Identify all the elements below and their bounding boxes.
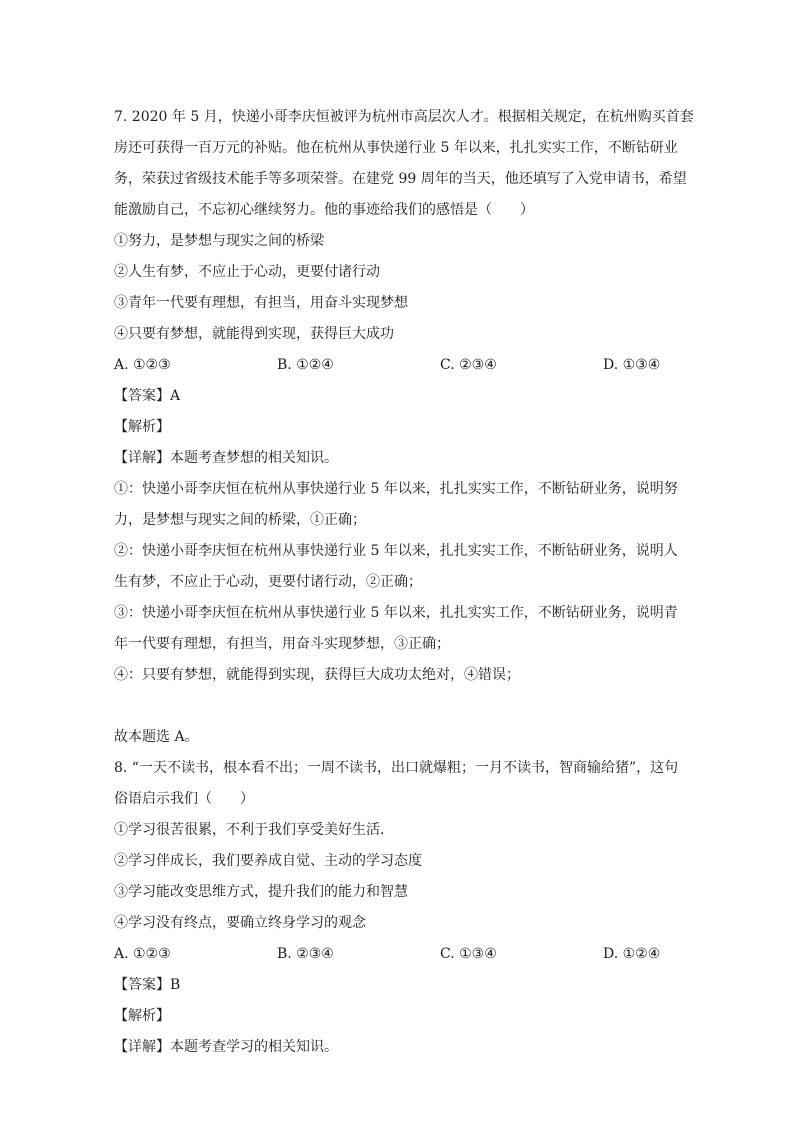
q7-conclusion: 故本题选 A。 <box>114 729 199 745</box>
q7-statement-4: ④只要有梦想，就能得到实现，获得巨大成功 <box>114 326 394 342</box>
q7-answer: 【答案】A <box>114 388 181 404</box>
q8-option-d: D. ①②④ <box>603 946 661 962</box>
q8-statement-1: ①学习很苦很累，不利于我们享受美好生活. <box>114 822 385 838</box>
q7-stem-line-3: 务，荣获过省级技术能手等多项荣誉。在建党 99 周年的当天，他还填写了入党申请书，希望 <box>114 171 687 187</box>
q7-options <box>114 350 694 381</box>
document-content <box>114 102 694 1063</box>
q7-option-c: C. ②③④ <box>440 357 497 373</box>
q8-options <box>114 939 694 970</box>
q7-statement-1: ①努力，是梦想与现实之间的桥梁 <box>114 233 324 249</box>
q7-detail-line-5: 生有梦，不应止于心动，更要付诸行动，②正确； <box>114 574 422 590</box>
q8-option-c: C. ①③④ <box>440 946 497 962</box>
q7-detail-line-2: ①：快递小哥李庆恒在杭州从事快递行业 5 年以来，扎扎实实工作，不断钻研业务，说明努 <box>114 481 678 497</box>
q7-option-a: A. ①②③ <box>114 357 171 373</box>
q7-statement-3: ③青年一代要有理想，有担当，用奋斗实现梦想 <box>114 295 408 311</box>
q8-analysis-heading: 【解析】 <box>114 1008 170 1024</box>
q7-stem-line-1: 7. 2020 年 5 月，快递小哥李庆恒被评为杭州市高层次人才。根据相关规定，在杭州购买首套 <box>114 109 694 125</box>
q7-stem-line-4: 能激励自己，不忘初心继续努力。他的事迹给我们的感悟是（ ） <box>114 202 534 218</box>
q8-stem-line-2: 俗语启示我们（ ） <box>114 791 254 807</box>
q7-option-d: D. ①③④ <box>603 357 661 373</box>
q8-detail-line-1: 【详解】本题考查学习的相关知识。 <box>114 1039 338 1055</box>
q8-answer: 【答案】B <box>114 977 181 993</box>
q7-detail-line-3: 力，是梦想与现实之间的桥梁，①正确； <box>114 512 366 528</box>
q7-detail-line-6: ③：快递小哥李庆恒在杭州从事快递行业 5 年以来，扎扎实实工作，不断钻研业务，说明青 <box>114 605 678 621</box>
q8-statement-2: ②学习伴成长，我们要养成自觉、主动的学习态度 <box>114 853 422 869</box>
q7-detail-line-1: 【详解】本题考查梦想的相关知识。 <box>114 450 338 466</box>
q7-detail-line-7: 年一代要有理想，有担当，用奋斗实现梦想，③正确； <box>114 636 450 652</box>
q7-stem-line-2: 房还可获得一百万元的补贴。他在杭州从事快递行业 5 年以来，扎扎实实工作，不断钻研业 <box>114 140 678 156</box>
q8-option-a: A. ①②③ <box>114 946 171 962</box>
q7-option-b: B. ①②④ <box>277 357 334 373</box>
q7-detail-line-9 <box>114 691 694 722</box>
q7-analysis-heading: 【解析】 <box>114 419 170 435</box>
q7-detail-line-8: ④：只要有梦想，就能得到实现，获得巨大成功太绝对，④错误； <box>114 667 520 683</box>
q7-statement-2: ②人生有梦，不应止于心动，更要付诸行动 <box>114 264 380 280</box>
q8-option-b: B. ②③④ <box>277 946 334 962</box>
q7-detail-line-4: ②：快递小哥李庆恒在杭州从事快递行业 5 年以来，扎扎实实工作，不断钻研业务，说明人 <box>114 543 678 559</box>
q8-stem-line-1: 8. “一天不读书，根本看不出；一周不读书，出口就爆粗；一月不读书，智商输给猪”，这句 <box>114 760 679 776</box>
q8-statement-4: ④学习没有终点，要确立终身学习的观念 <box>114 915 366 931</box>
q8-statement-3: ③学习能改变思维方式，提升我们的能力和智慧 <box>114 884 408 900</box>
